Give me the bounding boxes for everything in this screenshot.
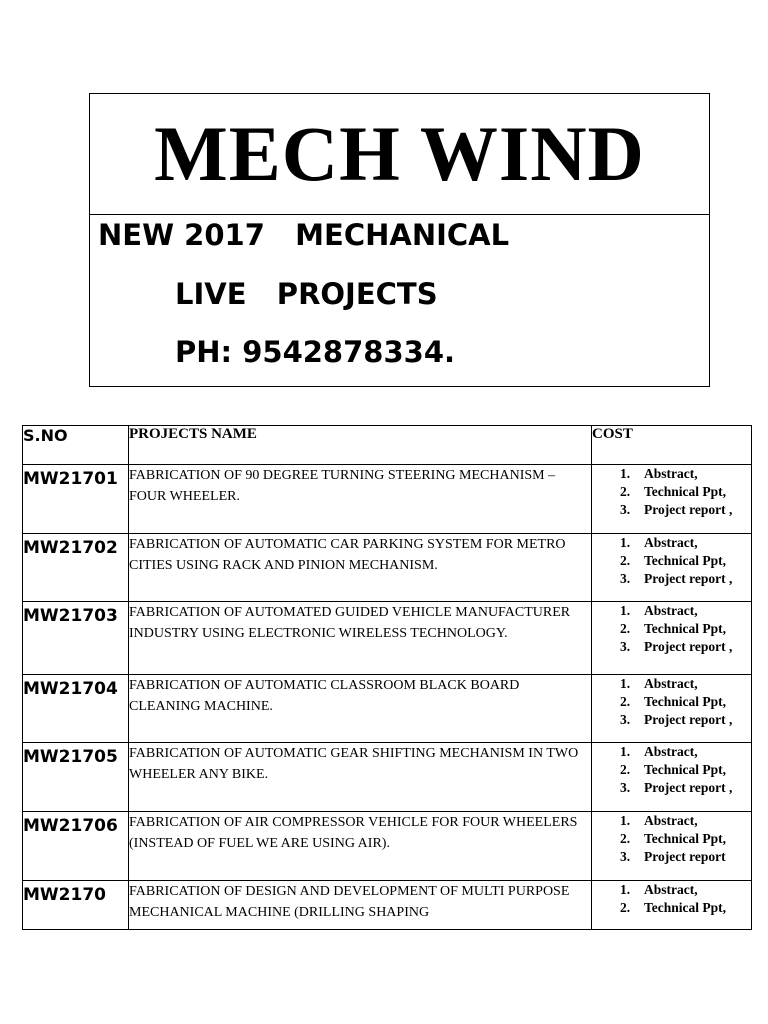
cost-list-item: 1. Abstract,	[620, 744, 698, 759]
cost-cell	[592, 534, 752, 602]
cost-item-text: Project report ,	[644, 639, 733, 654]
cost-list-item: 2. Technical Ppt,	[620, 831, 727, 846]
project-code: MW21702	[23, 534, 129, 602]
cost-list-item: 3. Project report ,	[620, 571, 733, 586]
table-row	[23, 465, 752, 534]
project-name: FABRICATION OF AUTOMATED GUIDED VEHICLE MANUFACTURER INDUSTRY USING ELECTRONIC WIRELESS TECHNOLOGY.	[129, 602, 592, 675]
project-code: MW21706	[23, 812, 129, 881]
cost-list	[592, 881, 751, 917]
cost-item-text: Technical Ppt,	[644, 831, 727, 846]
cost-list	[592, 743, 751, 797]
cost-item-text: Technical Ppt,	[644, 621, 727, 636]
cost-list-item: 2. Technical Ppt,	[620, 484, 727, 499]
cost-item-text: Technical Ppt,	[644, 694, 727, 709]
cost-list-item: 3. Project report ,	[620, 712, 733, 727]
cost-cell	[592, 881, 752, 930]
cost-list-item: 1. Abstract,	[620, 535, 698, 550]
cost-list-item: 2. Technical Ppt,	[620, 553, 727, 568]
subtitle-line-2: LIVE PROJECTS	[175, 277, 438, 311]
cost-list-item: 1. Abstract,	[620, 813, 698, 828]
cost-list	[592, 534, 751, 588]
cost-item-text: Project report ,	[644, 780, 733, 795]
header-projects-name: PROJECTS NAME	[129, 426, 592, 465]
cost-cell	[592, 602, 752, 675]
table-row	[23, 743, 752, 812]
project-code: MW2170	[23, 881, 129, 930]
header-sno: S.NO	[23, 426, 129, 465]
cost-list-item: 3. Project report ,	[620, 639, 733, 654]
title-box	[89, 93, 710, 387]
project-name: FABRICATION OF 90 DEGREE TURNING STEERING MECHANISM – FOUR WHEELER.	[129, 465, 592, 534]
project-name: FABRICATION OF AUTOMATIC GEAR SHIFTING MECHANISM IN TWO WHEELER ANY BIKE.	[129, 743, 592, 812]
cost-item-text: Abstract,	[644, 676, 698, 691]
cost-list-item: 2. Technical Ppt,	[620, 694, 727, 709]
cost-list-item: 2. Technical Ppt,	[620, 762, 727, 777]
brand-title: MECH WIND	[90, 94, 709, 215]
cost-list-item: 3. Project report	[620, 849, 726, 864]
cost-item-text: Abstract,	[644, 744, 698, 759]
table-row	[23, 812, 752, 881]
cost-list	[592, 812, 751, 866]
project-code: MW21703	[23, 602, 129, 675]
cost-cell	[592, 675, 752, 743]
cost-item-text: Project report ,	[644, 502, 733, 517]
cost-item-text: Project report ,	[644, 712, 733, 727]
cost-cell	[592, 812, 752, 881]
cost-list-item: 1. Abstract,	[620, 603, 698, 618]
phone-number: PH: 9542878334.	[175, 335, 456, 369]
table-row	[23, 675, 752, 743]
cost-list-item: 2. Technical Ppt,	[620, 621, 727, 636]
cost-item-text: Abstract,	[644, 882, 698, 897]
cost-item-text: Project report	[644, 849, 726, 864]
cost-list-item: 2. Technical Ppt,	[620, 900, 727, 915]
cost-list	[592, 602, 751, 656]
cost-list-item: 3. Project report ,	[620, 780, 733, 795]
cost-item-text: Abstract,	[644, 603, 698, 618]
project-code: MW21701	[23, 465, 129, 534]
cost-item-text: Project report ,	[644, 571, 733, 586]
table-header-row	[23, 426, 752, 465]
project-name: FABRICATION OF DESIGN AND DEVELOPMENT OF MULTI PURPOSE MECHANICAL MACHINE (DRILLING SHAPING	[129, 881, 592, 930]
cost-item-text: Technical Ppt,	[644, 762, 727, 777]
project-code: MW21704	[23, 675, 129, 743]
table-row	[23, 881, 752, 930]
cost-list	[592, 465, 751, 519]
project-code: MW21705	[23, 743, 129, 812]
cost-list-item: 1. Abstract,	[620, 882, 698, 897]
cost-list-item: 1. Abstract,	[620, 676, 698, 691]
subtitle-line-1: NEW 2017 MECHANICAL	[98, 218, 510, 252]
projects-table	[22, 425, 752, 930]
cost-cell	[592, 743, 752, 812]
cost-cell	[592, 465, 752, 534]
cost-list-item: 1. Abstract,	[620, 466, 698, 481]
cost-list	[592, 675, 751, 729]
table-row	[23, 602, 752, 675]
cost-item-text: Abstract,	[644, 535, 698, 550]
cost-item-text: Abstract,	[644, 466, 698, 481]
cost-item-text: Technical Ppt,	[644, 484, 727, 499]
project-name: FABRICATION OF AUTOMATIC CLASSROOM BLACK BOARD CLEANING MACHINE.	[129, 675, 592, 743]
header-cost: COST	[592, 426, 752, 465]
project-name: FABRICATION OF AUTOMATIC CAR PARKING SYSTEM FOR METRO CITIES USING RACK AND PINION MECHANISM.	[129, 534, 592, 602]
project-name: FABRICATION OF AIR COMPRESSOR VEHICLE FOR FOUR WHEELERS (INSTEAD OF FUEL WE ARE USING AIR).	[129, 812, 592, 881]
table-row	[23, 534, 752, 602]
cost-item-text: Abstract,	[644, 813, 698, 828]
cost-item-text: Technical Ppt,	[644, 553, 727, 568]
cost-item-text: Technical Ppt,	[644, 900, 727, 915]
cost-list-item: 3. Project report ,	[620, 502, 733, 517]
